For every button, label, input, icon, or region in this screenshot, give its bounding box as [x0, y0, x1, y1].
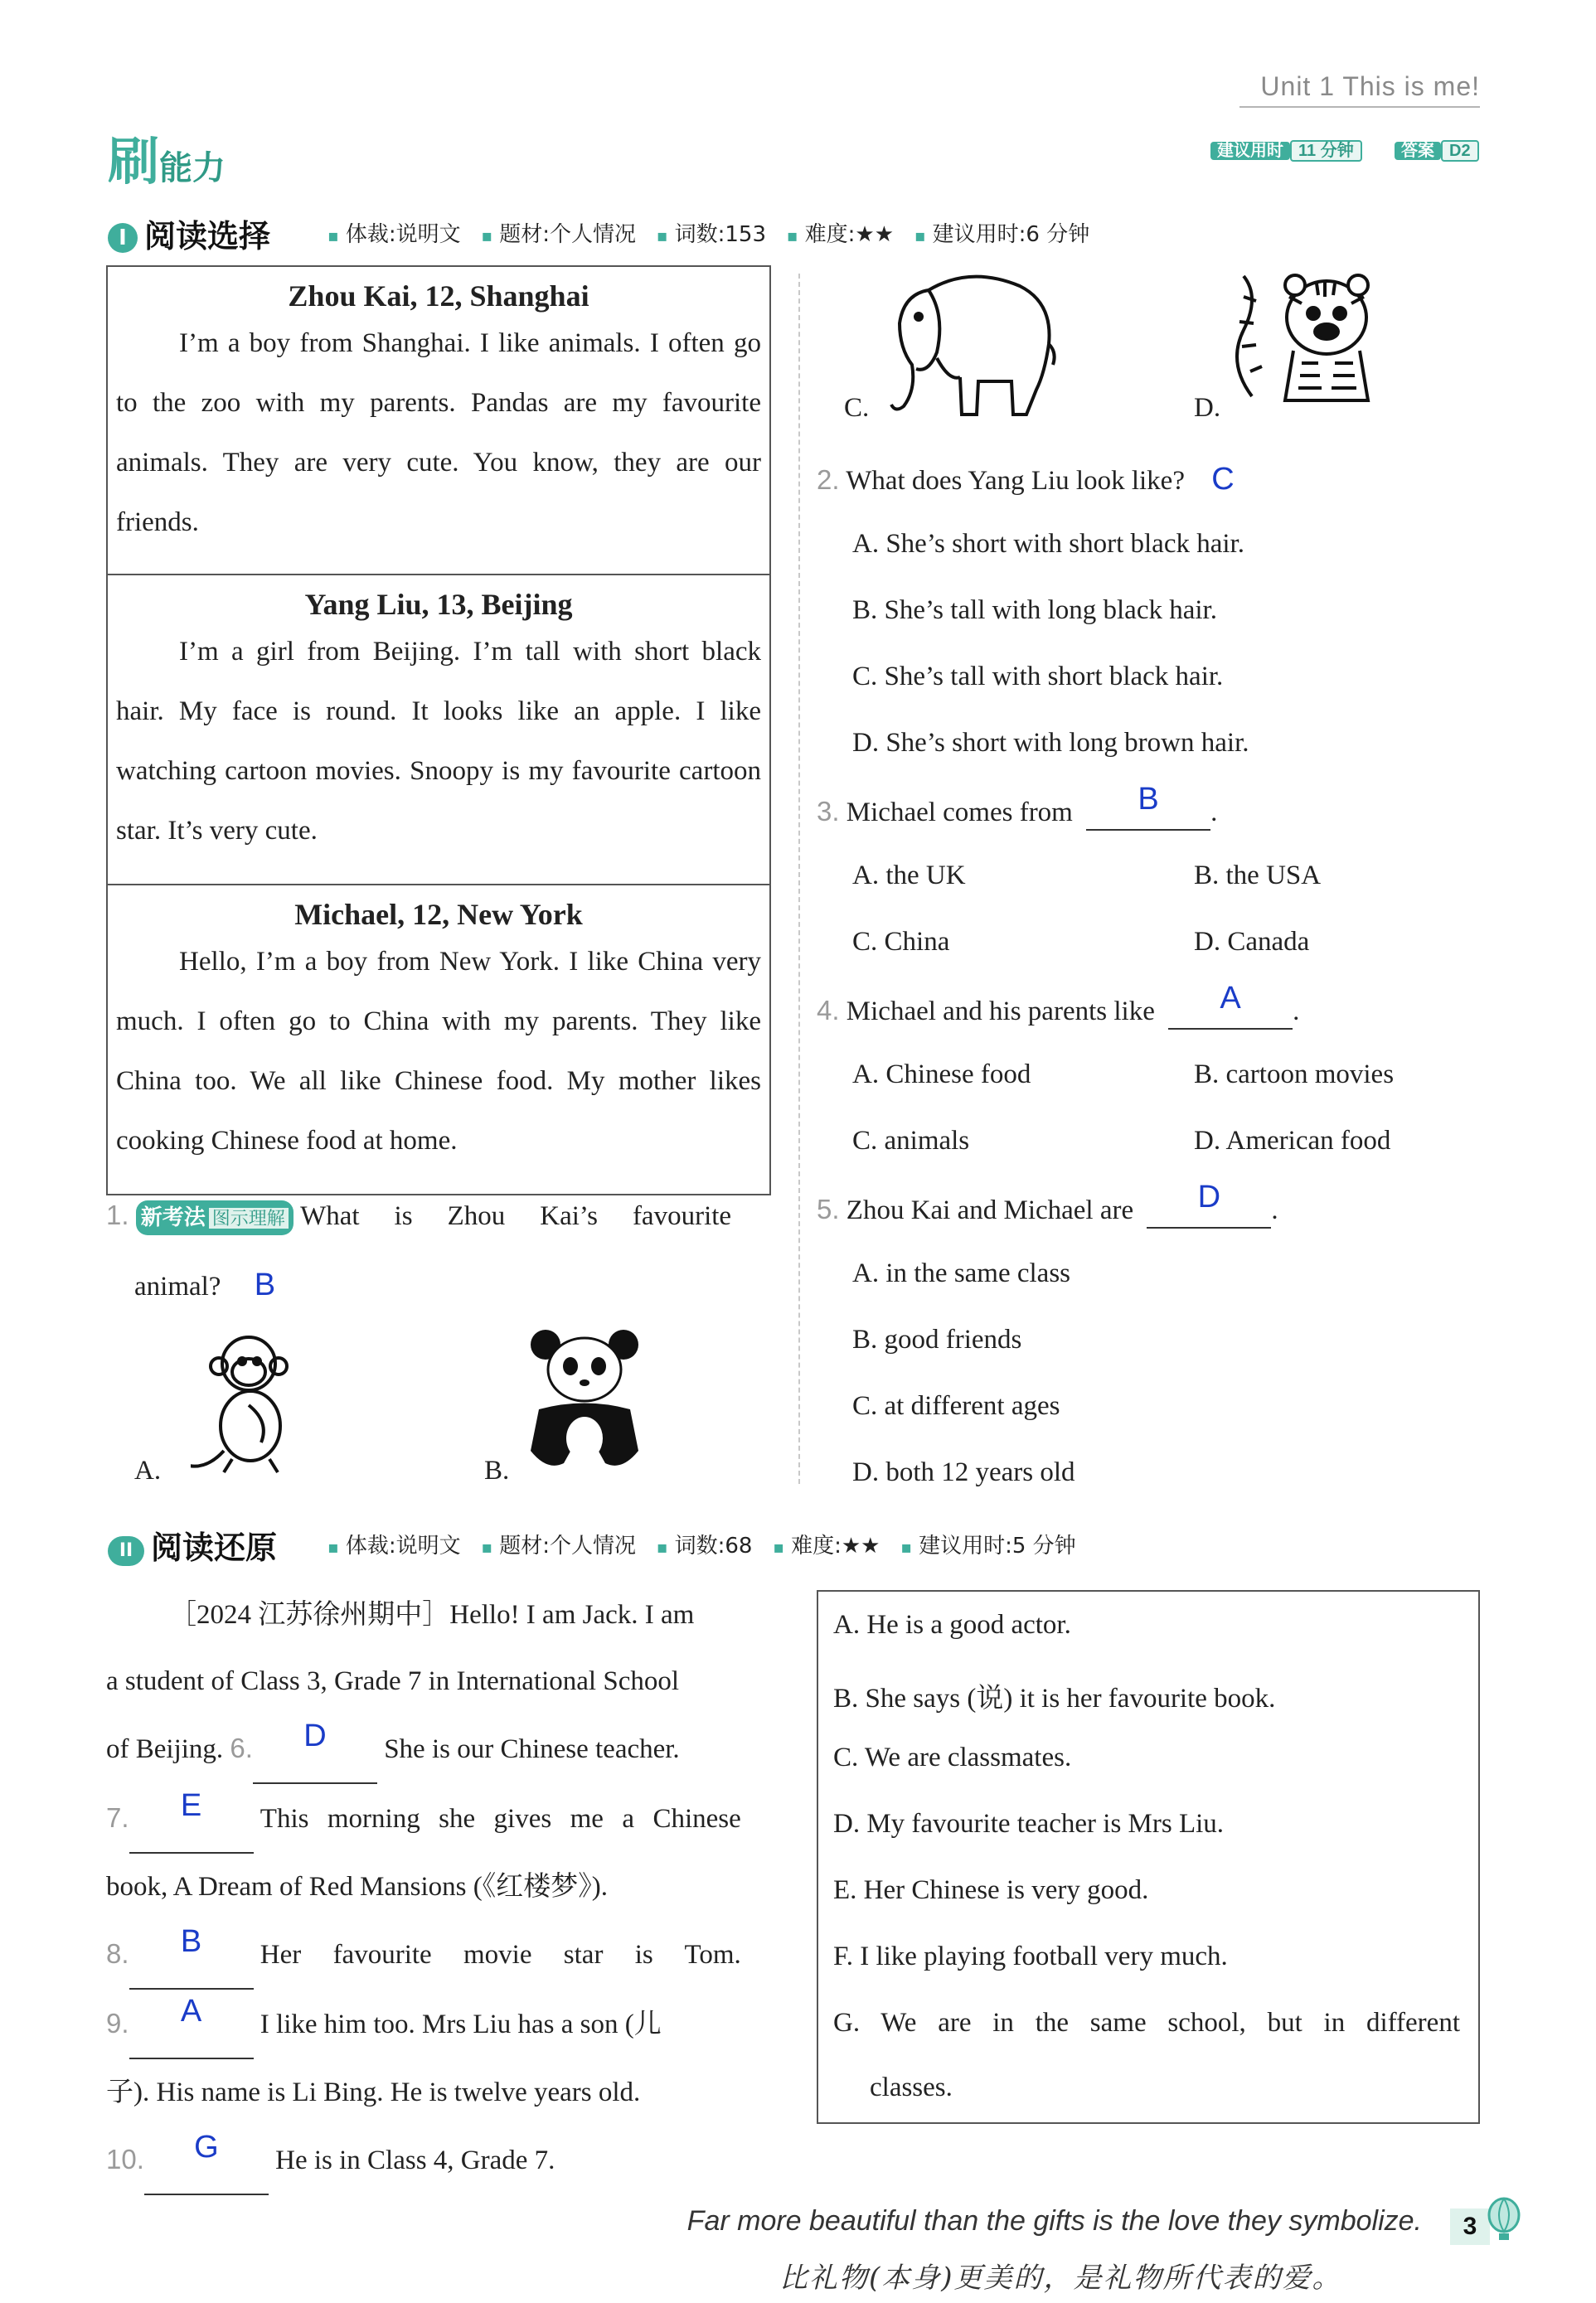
question-3	[817, 782, 1218, 831]
answer-tag	[1395, 138, 1479, 164]
option-g-continued: classes.	[870, 2073, 953, 2102]
time-tag	[1210, 138, 1362, 164]
question-1-line2	[134, 1268, 275, 1303]
answer-q1: B	[254, 1268, 276, 1302]
unit-title: Unit 1 This is me!	[1260, 71, 1480, 101]
passage-text	[108, 313, 769, 552]
meta-marker-icon: ▪	[773, 1537, 784, 1557]
panda-icon	[522, 1326, 647, 1476]
section1-meta	[327, 217, 1089, 248]
option-b-label: B.	[484, 1456, 510, 1486]
column-divider	[798, 274, 800, 1484]
answer-blank-q4	[1168, 981, 1293, 1030]
option-c: C. We are classmates.	[833, 1743, 1072, 1772]
q3-option-d: D. Canada	[1194, 927, 1310, 957]
answer-6: D	[303, 1719, 327, 1753]
passage-body: Hello, I’m a boy from New York. I like China very much. I often go to China with my parents. They like China too. We all like Chinese food. My mother likes cooking Chinese food at home.	[116, 947, 761, 1156]
cloze-line-8	[106, 1920, 769, 1990]
section1-title: 阅读选择	[144, 218, 271, 255]
cloze-text: Her favourite movie star is Tom.	[260, 1940, 741, 1970]
badge-sub: 图示理解	[209, 1208, 289, 1229]
question-text: Michael comes from	[846, 798, 1073, 827]
cloze-text: of Beijing.	[106, 1734, 224, 1764]
q2-option-b: B. She’s tall with long black hair.	[852, 595, 1217, 625]
answer-q3: B	[1138, 782, 1159, 817]
passage-title: Michael, 12, New York	[294, 898, 583, 931]
option-a: A. He is a good actor.	[833, 1610, 1071, 1640]
blank-number: 6.	[230, 1733, 253, 1763]
brand-sub: 能力	[159, 149, 226, 187]
unit-underline	[1239, 106, 1480, 108]
answer-blank-q5	[1147, 1180, 1271, 1229]
question-number: 3.	[817, 796, 840, 827]
q3-option-a: A. the UK	[852, 861, 966, 890]
cloze-text: She is our Chinese teacher.	[384, 1734, 680, 1764]
answer-blank-6	[253, 1714, 377, 1784]
answer-blank-7	[129, 1784, 254, 1854]
meta-genre: 体裁:说明文	[345, 222, 461, 247]
section2-num: II	[108, 1536, 144, 1566]
question-2	[817, 463, 1235, 497]
brand-logo	[108, 120, 226, 194]
q4-option-b: B. cartoon movies	[1194, 1059, 1395, 1089]
cloze-line-10	[106, 2126, 769, 2195]
answer-7: E	[180, 1788, 202, 1823]
meta-marker-icon: ▪	[786, 225, 798, 245]
answer-10: G	[194, 2130, 219, 2165]
meta-difficulty: 难度:★★	[804, 222, 895, 247]
period: .	[1271, 1195, 1278, 1225]
cloze-line: book, A Dream of Red Mansions (《红楼梦》).	[106, 1872, 608, 1902]
cloze-line: a student of Class 3, Grade 7 in International School	[106, 1666, 680, 1696]
q4-option-c: C. animals	[852, 1126, 970, 1156]
question-number: 2.	[817, 464, 840, 495]
option-f: F. I like playing football very much.	[833, 1942, 1228, 1971]
cloze-line: ［2024 江苏徐州期中］Hello! I am Jack. I am	[169, 1600, 695, 1630]
answer-blank-q3	[1086, 782, 1210, 831]
passage-text	[108, 622, 769, 861]
elephant-icon	[879, 265, 1061, 423]
answer-blank-9	[129, 1990, 254, 2059]
question-text: Zhou Kai and Michael are	[846, 1195, 1134, 1225]
question-number: 5.	[817, 1194, 840, 1224]
q5-option-c: C. at different ages	[852, 1391, 1060, 1421]
passage-title: Zhou Kai, 12, Shanghai	[288, 279, 589, 313]
question-text: animal?	[134, 1272, 221, 1302]
meta-topic: 题材:个人情况	[499, 222, 636, 247]
tiger-icon	[1227, 264, 1393, 409]
answer-q2: C	[1211, 462, 1235, 497]
option-d: D. My favourite teacher is Mrs Liu.	[833, 1809, 1225, 1839]
q5-option-a: A. in the same class	[852, 1258, 1071, 1288]
q5-option-d: D. both 12 years old	[852, 1457, 1075, 1487]
passage-zhou-kai	[108, 279, 769, 575]
motto-chinese: 比礼物(本身)更美的，是礼物所代表的爱。	[779, 2262, 1342, 2295]
question-1	[106, 1199, 769, 1235]
question-5	[817, 1180, 1278, 1229]
meta-time: 建议用时:6 分钟	[932, 222, 1090, 247]
q4-option-a: A. Chinese food	[852, 1059, 1031, 1089]
meta-words: 词数:153	[674, 222, 766, 247]
new-method-badge	[136, 1200, 293, 1235]
brand-text: 刷	[108, 131, 160, 192]
cloze-line: 子). His name is Li Bing. He is twelve years old.	[106, 2078, 641, 2107]
page-number: 3	[1450, 2208, 1490, 2245]
time-tag-value: 11 分钟	[1290, 140, 1362, 162]
option-c-label: C.	[844, 393, 870, 423]
question-number: 1.	[106, 1200, 129, 1230]
q2-option-d: D. She’s short with long brown hair.	[852, 728, 1249, 758]
option-b: B. She says (说) it is her favourite book.	[833, 1684, 1276, 1714]
answer-q5: D	[1197, 1180, 1221, 1215]
passage-body: I’m a boy from Shanghai. I like animals. I often go to the zoo with my parents. Pandas are my favourite animals. They are very cute. You know, they are our friends.	[116, 328, 761, 537]
q4-option-d: D. American food	[1194, 1126, 1391, 1156]
meta-topic: 题材:个人情况	[499, 1534, 636, 1559]
question-number: 4.	[817, 995, 840, 1025]
meta-marker-icon: ▪	[327, 225, 339, 245]
q3-option-b: B. the USA	[1194, 861, 1322, 890]
q2-option-c: C. She’s tall with short black hair.	[852, 662, 1224, 691]
meta-marker-icon: ▪	[481, 225, 492, 245]
motto-english: Far more beautiful than the gifts is the love they symbolize.	[686, 2205, 1422, 2237]
passage-text	[108, 932, 769, 1171]
passage-title: Yang Liu, 13, Beijing	[304, 588, 573, 621]
meta-genre: 体裁:说明文	[345, 1534, 461, 1559]
blank-number: 7.	[106, 1802, 129, 1833]
q2-option-a: A. She’s short with short black hair.	[852, 529, 1244, 559]
passage-yang-liu	[108, 587, 769, 885]
passage-box	[106, 265, 771, 1195]
answer-blank-10	[144, 2126, 269, 2195]
balloon-icon	[1484, 2197, 1524, 2243]
meta-difficulty: 难度:★★	[791, 1534, 880, 1559]
meta-marker-icon: ▪	[327, 1537, 339, 1557]
meta-marker-icon: ▪	[656, 225, 668, 245]
answer-tag-value: D2	[1441, 140, 1479, 162]
cloze-line-7	[106, 1784, 769, 1854]
q5-option-b: B. good friends	[852, 1325, 1022, 1355]
option-a-label: A.	[134, 1456, 162, 1486]
meta-words: 词数:68	[674, 1534, 753, 1559]
meta-marker-icon: ▪	[900, 1537, 912, 1557]
period: .	[1210, 798, 1218, 827]
question-text: What does Yang Liu look like?	[846, 466, 1185, 496]
cloze-text: He is in Class 4, Grade 7.	[275, 2145, 555, 2175]
question-text: Michael and his parents like	[846, 996, 1155, 1026]
blank-number: 9.	[106, 2008, 129, 2039]
section1-num: I	[108, 223, 138, 253]
section2-title: 阅读还原	[151, 1530, 278, 1566]
answer-blank-8	[129, 1920, 254, 1990]
blank-number: 8.	[106, 1938, 129, 1969]
q3-option-c: C. China	[852, 927, 950, 957]
answer-q4: A	[1220, 981, 1241, 1016]
passage-body: I’m a girl from Beijing. I’m tall with short black hair. My face is round. It looks like an apple. I like watching cartoon movies. Snoopy is my favourite cartoon star. It’s very cute.	[116, 637, 761, 846]
cloze-text: This morning she gives me a Chinese	[260, 1804, 741, 1834]
cloze-text: I like him too. Mrs Liu has a son (儿	[260, 2010, 662, 2039]
option-e: E. Her Chinese is very good.	[833, 1875, 1149, 1905]
cloze-line-6	[106, 1714, 769, 1784]
question-text: What is Zhou Kai’s favourite	[300, 1201, 732, 1231]
cloze-passage	[106, 1582, 769, 2195]
section2-heading	[108, 1522, 277, 1568]
cloze-line-9	[106, 1990, 769, 2059]
section1-heading	[108, 211, 270, 256]
meta-marker-icon: ▪	[656, 1537, 668, 1557]
answer-9: A	[180, 1994, 202, 2029]
meta-time: 建议用时:5 分钟	[919, 1534, 1076, 1559]
option-d-label: D.	[1194, 393, 1221, 423]
options-box	[817, 1590, 1480, 2124]
passage-michael	[108, 897, 769, 1194]
time-tag-label: 建议用时	[1210, 142, 1290, 160]
period: .	[1293, 996, 1300, 1026]
meta-marker-icon: ▪	[914, 225, 926, 245]
meta-marker-icon: ▪	[481, 1537, 492, 1557]
question-4	[817, 981, 1300, 1030]
section2-meta	[327, 1529, 1076, 1559]
option-g: G. We are in the same school, but in different	[833, 2008, 1460, 2038]
blank-number: 10.	[106, 2144, 144, 2175]
answer-tag-label: 答案	[1395, 142, 1441, 160]
badge-main: 新考法	[140, 1205, 206, 1229]
monkey-icon	[191, 1326, 315, 1476]
answer-8: B	[180, 1924, 202, 1959]
